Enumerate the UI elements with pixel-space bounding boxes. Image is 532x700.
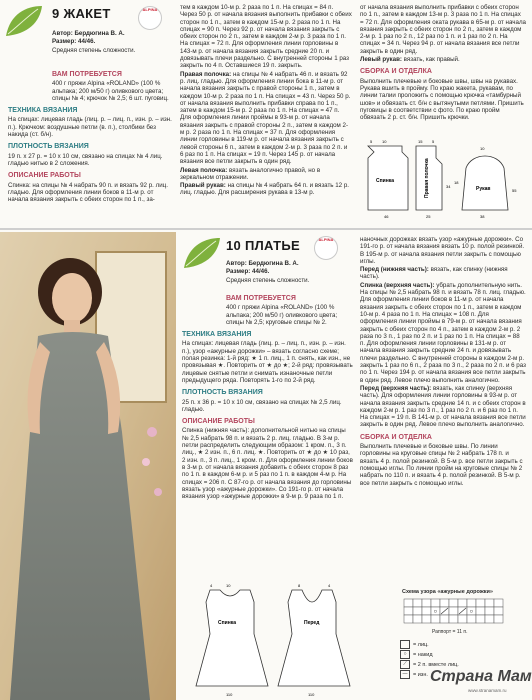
jacket-column-3 [360, 4, 526, 122]
stitch-cell [485, 607, 494, 615]
jacket-dim: 10 [480, 146, 485, 151]
jacket-back-label: Спинка [376, 178, 395, 184]
jacket-front-label: Правая полочка [424, 158, 430, 198]
stitch-cell [485, 599, 494, 607]
jacket-left-front-text: вязать аналогично правой, но в зеркальном отражении. [180, 166, 321, 181]
stitch-cell [440, 615, 449, 623]
jacket-density-text: 19 п. х 27 р. = 10 х 10 см, связано на спицах № 4 лиц. гладью нитью в 2 сложения. [8, 152, 163, 167]
site-watermark: Страна Мам [430, 668, 532, 685]
leaf-icon [4, 4, 44, 38]
stitch-cell [440, 599, 449, 607]
jacket-column-2 [180, 4, 352, 198]
dress-pattern-diagram [182, 582, 362, 698]
stitch-cell [404, 615, 413, 623]
dress-difficulty: Средняя степень сложности. [226, 276, 310, 284]
stitch-symbol: ○ [433, 609, 438, 615]
jacket-work-heading: ОПИСАНИЕ РАБОТЫ [8, 172, 81, 180]
jacket-col3-text: от начала вязания выполнить прибавки с обеих сторон по 1 п., затем в каждом 13-м р. 3 раза по 1 п. На спицах = 72 п. Для оформления оката рукава в 65-м р. от начала вязания закрыть с обеих сторон по 2 п., затем в каждом 2-м р. 1 раз по 2 п., 12 раз по 1 п. и 1 раз по 2 п. На спицах = 34 п. Через 94 р. от начала вязания все петли закрыть в один ряд. [360, 4, 526, 55]
dress-assembly-text: Выполнить плечевые и боковые швы. По линии горловины на круговые спицы № 2 набрать 178 п. и вязать 4 р. полой резинкой. В 5-м р. все петли закрыть с помощью иглы. По линии пройм на круговые спицы № 2 набрать по 110 п. и вязать 4 р. полой резинкой. В 5-м р. все петли закрыть с помощью иглы. [360, 443, 523, 487]
leaf-icon [182, 236, 222, 270]
stitch-cell [422, 607, 431, 615]
dress-density-heading: ПЛОТНОСТЬ ВЯЗАНИЯ [182, 389, 263, 397]
stitch-cell [467, 599, 476, 607]
dress-front-lower-heading: Перед (нижняя часть): [360, 266, 429, 274]
stitch-cell [494, 599, 503, 607]
dress-title: 10 ПЛАТЬЕ [226, 238, 300, 253]
dress-dim: 110 [226, 692, 233, 697]
jacket-column-1 [8, 66, 174, 204]
jacket-author: Автор: Бердюгина В. А. [52, 30, 125, 37]
dress-dim: 4 [210, 583, 213, 588]
stitch-cell [458, 599, 467, 607]
stitch-cell [413, 607, 422, 615]
stitch-cell [494, 615, 503, 623]
stitch-cell [449, 599, 458, 607]
dress-back-piece [196, 590, 268, 686]
jacket-title: 9 ЖАКЕТ [52, 6, 111, 21]
dress-column-1 [182, 290, 354, 501]
stitch-cell [431, 599, 440, 607]
jacket-assembly-heading: СБОРКА И ОТДЕЛКА [360, 68, 432, 76]
jacket-left-sleeve-heading: Левый рукав: [360, 56, 402, 64]
dress-technique-heading: ТЕХНИКА ВЯЗАНИЯ [182, 331, 252, 339]
dress-front-upper-heading: Перед (верхняя часть): [360, 384, 432, 392]
jacket-sleeve-label: Рукав [476, 186, 491, 192]
jacket-left-front-heading: Левая полочка: [180, 166, 228, 174]
jacket-dim: 34 [446, 184, 451, 189]
jacket-dim: 25 [426, 214, 431, 219]
dress-front-piece [278, 590, 350, 686]
stitch-cell [476, 599, 485, 607]
stitch-cell [422, 615, 431, 623]
jacket-assembly-text: Выполнить плечевые и боковые швы, швы на рукавах. Рукава вшить в пройму. По краю жакета, рукавам, по линии талии проложить с помощью крючка «тамбурный шов» и обвязать ст. б/н с вытянутыми петлями. Пришить пуговицы в соответствии с фото. По краю пройм обвязать 2 р. ст. б/н. Пришить крючки. [360, 77, 524, 122]
stitch-cell [404, 607, 413, 615]
jacket-needs-heading: ВАМ ПОТРЕБУЕТСЯ [52, 71, 122, 78]
dress-work-heading: ОПИСАНИЕ РАБОТЫ [182, 418, 255, 426]
jacket-sleeve-piece [462, 156, 508, 210]
dress-front-label: Перед [304, 620, 320, 626]
stitch-cell [449, 607, 458, 615]
stitch-symbol: ○ [469, 609, 474, 615]
stitch-chart [402, 597, 514, 627]
dress-back-upper-heading: Спинка (верхняя часть): [360, 281, 435, 289]
legend-item: ⟋ = 2 п. вместе лиц. [400, 660, 520, 670]
dress-technique-text: На спицах: лицевая гладь (лиц. р. – лиц. п., изн. р. – изн. п.), узор «ажурные дорожки» – вязать согласно схеме; полая резинка: 1-й ряд: ★ 1 п. лиц., 1 п. снять, как изн., не провязывая ★. Повторить от ★ до ★; 2-й ряд: провязывать лицевые снятые петли и снимать изнаночные петли предыдущего ряда. Повторять 1-го по 2-й ряд. [182, 340, 353, 384]
stitch-cell [485, 615, 494, 623]
stitch-cell [449, 615, 458, 623]
dress-column-2 [360, 236, 526, 488]
dress-photo-illustration [0, 232, 176, 700]
jacket-dim: 18 [454, 180, 459, 185]
jacket-right-sleeve-heading: Правый рукав: [180, 182, 226, 190]
site-url: www.stranamam.ru [468, 688, 507, 693]
jacket-needs-text: 400 г пряжи Alpina «ROLAND» (100 % альпака; 200 м/50 г) оливкового цвета; спицы № 4; крючок № 2,5; 6 шт. пуговиц. [52, 80, 169, 102]
jacket-technique-heading: ТЕХНИКА ВЯЗАНИЯ [8, 107, 78, 115]
dress-front-lower-text: вязать, как спинку (нижняя часть). [360, 266, 508, 281]
jacket-dim: 55 [512, 188, 517, 193]
stitch-cell [431, 615, 440, 623]
jacket-dim: 38 [480, 214, 485, 219]
jacket-header-block [52, 30, 172, 55]
stitch-cell [422, 599, 431, 607]
dress-back-upper-text: убрать дополнительную нить. На спицы № 2,5 набрать 98 п. и вязать 78 п. лиц. гладью. Для оформления линии боков в 11-м р. от начала вязания закрыть с обеих сторон по 1 п., затем в каждом 10-м р. 4 раза по 1 п. На спицах = 108 п. Для оформления линии проймы в 79-м р. от начала вязания закрыть с обеих сторон по 4 п., затем в каждом 2-м р. 2 раза по 3 п., 1 раз по 2 п. и 1 раз по 1 п. На спицах = 88 п. Для оформления линии горловины в 131-м р. от начала вязания закрыть средние 24 п. и довязывать плечи раздельно. С внутренней стороны в каждом 2-м р. закрыть 1 раз по 6 п., 2 раза по 3 п., 2 раза по 2 п. и 6 раз по 1 п. Через 194 р. от начала вязания все петли закрыть в один ряд. Левое плечо выполнить аналогично. [360, 281, 526, 384]
stitch-cell [467, 615, 476, 623]
jacket-difficulty: Средняя степень сложности. [52, 46, 136, 54]
stitch-cell [404, 599, 413, 607]
stitch-cell [458, 615, 467, 623]
jacket-right-front-text: на спицы № 4 набрать 46 п. и вязать 92 р. лиц. гладью. Для оформления линии бока в 11-м р. от начала вязания закрыть с правой стороны 1 п., затем в каждом 10-м р. 2 раза по 1 п. На спицах = 43 п. Через 50 р. от начала вязания выполнить прибавки справа по 1 п., затем в каждом 15-м р. 2 раза по 1 п. На спицах = 47 п. Для оформления линии проймы в 93-м р. от начала вязания закрыть с правой стороны 2 п., затем в каждом 2-м р. 2 раза по 1 п. На спицах = 37 п. Для оформления линии горловины в 119-м р. от начала вязания закрыть с левой стороны 6 п., затем в каждом 2-м р. 3 раза по 2 п. и 6 раз по 1 п. На спицах = 19 п. Через 145 р. от начала вязания все петли закрыть в один ряд. [180, 70, 351, 166]
dress-photo [0, 232, 176, 700]
dress-needs-heading: ВАМ ПОТРЕБУЕТСЯ [226, 295, 296, 302]
jacket-dim: 15 [418, 139, 423, 144]
dress-dim: 4 [328, 583, 331, 588]
dress-size: Размер: 44/46. [226, 268, 270, 276]
stitch-cell [413, 599, 422, 607]
jacket-right-front-heading: Правая полочка: [180, 70, 232, 78]
dress-col2-text: наночных дорожках вязать узор «ажурные дорожки». Со 191-го р. от начала вязания вязать 10 р. полой резинкой. В 195-м р. от начала вязания петли закрыть с помощью иглы. [360, 236, 525, 265]
jacket-pattern-diagram [362, 138, 528, 220]
jacket-work-text: Спинка: на спицы № 4 набрать 90 п. и вязать 92 р. лиц. гладью. Для оформления линии боков в 11-м р. от начала вязания закрыть с обеих сторон по 1 п., за- [8, 181, 168, 204]
stitch-cell [476, 607, 485, 615]
jacket-dim: 46 [384, 214, 389, 219]
dress-back-label: Спинка [218, 620, 237, 626]
section-divider [0, 228, 532, 230]
dress-rapport: Раппорт = 11 п. [432, 629, 468, 635]
dress-author: Автор: Бердюгина В. А. [226, 260, 299, 267]
jacket-density-heading: ПЛОТНОСТЬ ВЯЗАНИЯ [8, 143, 89, 151]
alpina-logo: ALPINA [138, 6, 162, 30]
jacket-left-sleeve-text: вязать, как правый. [403, 56, 460, 64]
alpina-logo: ALPINA [314, 236, 338, 260]
jacket-dim: 5 [370, 139, 373, 144]
dress-scheme-title: Схема узора «ажурные дорожки» [402, 589, 493, 595]
dress-dim: 8 [298, 583, 301, 588]
dress-needs-text: 400 г пряжи Alpina «ROLAND» (100 % альпака; 200 м/50 г) оливкового цвета; спицы № 2,5; круговые спицы № 2. [226, 304, 338, 326]
jacket-size: Размер: 44/46. [52, 38, 96, 46]
jacket-col2-text: тем в каждом 10-м р. 2 раза по 1 п. На спицах = 84 п. Через 50 р. от начала вязания выполнить прибавки с обеих сторон по 1 п., затем в каждом 15-м р. 2 раза по 1 п. На спицах = 90 п. Через 92 р. от начала вязания закрыть с обеих сторон по 2 п., затем в каждом 2-м р. 3 раза по 1 п. На спицах = 72 п. Для оформления линии горловины в 143-м р. от начала вязания закрыть средние 20 п. и довязывать плечи раздельно. С внутренней стороны 1 раз закрыть по 4 п. Оставшиеся 19 п. закрыть. [180, 4, 352, 70]
jacket-dim: 5 [432, 139, 435, 144]
dress-work-text: Спинка (нижняя часть): дополнительной нитью на спицы № 2,5 набрать 98 п. и вязать 2 р. лиц. гладью. В 3-м р. петли распределить следующим образом: 1 кром. п., 3 п. лиц., ★ 2 изн. п., 6 п. лиц. ★. Повторить от ★ до ★ 10 раз, 2 изн. п., 3 п. лиц., 1 кром. п. Для оформления линии боков в 3-м р. от начала вязания добавить с обеих сторон 8 раз по 1 п. в каждом 6-м р. и 5 раз по 1 п. в каждом 4-м р. На спицах = 206 п. С 87-го р. от начала вязания до горловины вязать узор «ажурные дорожки». Со 191-го р. от начала вязания узор «ажурные дорожки» в 9-м р. 9 раза по 1 п. [182, 427, 353, 501]
legend-item: — = изн. [400, 670, 520, 680]
stitch-cell [476, 615, 485, 623]
stitch-cell [413, 615, 422, 623]
dress-dim: 10 [226, 583, 231, 588]
legend-item: ○ = накид [400, 650, 520, 660]
jacket-technique-text: На спицах: лицевая гладь (лиц. р. – лиц. п., изн. р. – изн. п.). Крючком: воздушные петли (в. п.), столбики без накида (ст. б/н). [8, 116, 172, 139]
dress-front-upper-text: вязать, как спинку (верхняя часть). Для оформления линии горловины в 93-м р. от начала вязания закрыть средние 14 п. и с обеих сторон в каждом 2-м р. 1 раз по 3 п., 1 раз по 2 п. и 6 раз по 1 п. На спицах = 19 п. В 141-м р. от начала вязания все петли закрыть в один ряд. Левое плечо выполнить аналогично. [360, 384, 526, 429]
dress-assembly-heading: СБОРКА И ОТДЕЛКА [360, 433, 432, 441]
legend-item: = лиц. [400, 640, 520, 650]
jacket-dim: 10 [382, 139, 387, 144]
dress-dim: 110 [308, 692, 315, 697]
dress-density-text: 25 п. х 36 р. = 10 х 10 см, связано на спицах № 2,5 лиц. гладью. [182, 398, 342, 413]
stitch-cell [494, 607, 503, 615]
dress-header-block [226, 260, 356, 285]
jacket-right-sleeve-text: на спицы № 4 набрать 64 п. и вязать 12 р. лиц. гладью. Для расширения рукава в 13-м р. [180, 182, 350, 197]
